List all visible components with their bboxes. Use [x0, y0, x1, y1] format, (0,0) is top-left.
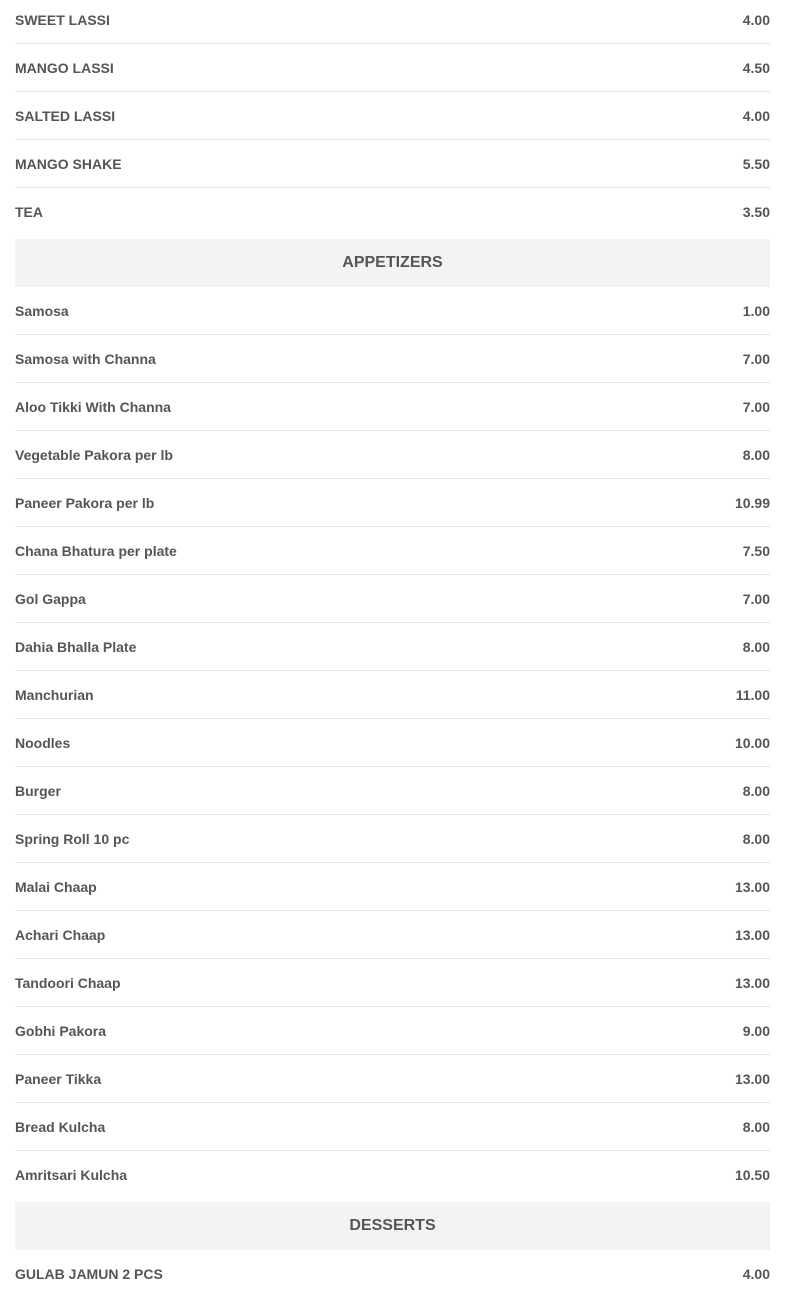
item-name: Achari Chaap: [15, 926, 106, 943]
menu-item[interactable]: [15, 1151, 770, 1198]
item-price: 7.00: [742, 590, 770, 607]
menu-item[interactable]: [15, 479, 770, 527]
menu-item[interactable]: [15, 719, 770, 767]
item-name: Gol Gappa: [15, 590, 86, 607]
menu-item[interactable]: [15, 623, 770, 671]
item-name: Vegetable Pakora per lb: [15, 446, 173, 463]
menu-item[interactable]: [15, 140, 770, 188]
item-name: Paneer Pakora per lb: [15, 494, 155, 511]
item-name: Amritsari Kulcha: [15, 1166, 128, 1183]
item-name: Tandoori Chaap: [15, 974, 121, 991]
item-price: 5.50: [742, 155, 770, 172]
menu-item[interactable]: [15, 335, 770, 383]
item-name: GULAB JAMUN 2 PCS: [15, 1265, 163, 1282]
item-price: 10.00: [734, 734, 770, 751]
menu-item[interactable]: [15, 767, 770, 815]
item-price: 8.00: [742, 638, 770, 655]
item-name: Bread Kulcha: [15, 1118, 106, 1135]
item-price: 7.00: [742, 350, 770, 367]
item-price: 11.00: [735, 686, 770, 703]
item-price: 4.00: [742, 1265, 770, 1282]
item-name: Malai Chaap: [15, 878, 97, 895]
item-price: 7.00: [742, 398, 770, 415]
item-name: SALTED LASSI: [15, 107, 116, 124]
item-name: Noodles: [15, 734, 71, 751]
item-price: 7.50: [742, 542, 770, 559]
menu-item[interactable]: [15, 1055, 770, 1103]
section-header-desserts: DESSERTS: [15, 1202, 770, 1250]
item-price: 8.00: [742, 782, 770, 799]
menu-item[interactable]: [15, 575, 770, 623]
menu-item[interactable]: [15, 527, 770, 575]
menu-item[interactable]: [15, 1250, 770, 1297]
menu-list: [15, 0, 770, 1297]
item-name: MANGO SHAKE: [15, 155, 122, 172]
item-name: Samosa: [15, 302, 69, 319]
item-price: 4.00: [742, 107, 770, 124]
item-name: Aloo Tikki With Channa: [15, 398, 171, 415]
item-name: Manchurian: [15, 686, 94, 703]
item-price: 1.00: [742, 302, 770, 319]
menu-item[interactable]: [15, 287, 770, 335]
item-price: 10.99: [734, 494, 770, 511]
item-price: 13.00: [734, 974, 770, 991]
item-price: 3.50: [742, 203, 770, 220]
item-name: Chana Bhatura per plate: [15, 542, 177, 559]
item-price: 8.00: [742, 830, 770, 847]
menu-item[interactable]: [15, 1103, 770, 1151]
item-price: 13.00: [734, 878, 770, 895]
menu-item[interactable]: [15, 863, 770, 911]
menu-item[interactable]: [15, 92, 770, 140]
menu-item[interactable]: [15, 431, 770, 479]
menu-item[interactable]: [15, 815, 770, 863]
menu-item[interactable]: [15, 959, 770, 1007]
menu-item[interactable]: [15, 911, 770, 959]
item-price: 13.00: [734, 1070, 770, 1087]
item-name: SWEET LASSI: [15, 11, 110, 28]
menu-item[interactable]: [15, 671, 770, 719]
item-name: Paneer Tikka: [15, 1070, 102, 1087]
item-name: MANGO LASSI: [15, 59, 114, 76]
item-price: 4.00: [742, 11, 770, 28]
item-name: TEA: [15, 203, 43, 220]
item-name: Spring Roll 10 pc: [15, 830, 130, 847]
menu-item[interactable]: [15, 188, 770, 235]
item-price: 10.50: [734, 1166, 770, 1183]
menu-item[interactable]: [15, 0, 770, 44]
item-price: 13.00: [734, 926, 770, 943]
menu-item[interactable]: [15, 1007, 770, 1055]
item-name: Samosa with Channa: [15, 350, 156, 367]
menu-item[interactable]: [15, 383, 770, 431]
item-name: Gobhi Pakora: [15, 1022, 107, 1039]
item-price: 4.50: [742, 59, 770, 76]
item-price: 8.00: [742, 446, 770, 463]
item-name: Burger: [15, 782, 61, 799]
menu-item[interactable]: [15, 44, 770, 92]
item-price: 9.00: [742, 1022, 770, 1039]
section-header-appetizers: APPETIZERS: [15, 239, 770, 287]
item-name: Dahia Bhalla Plate: [15, 638, 137, 655]
item-price: 8.00: [742, 1118, 770, 1135]
